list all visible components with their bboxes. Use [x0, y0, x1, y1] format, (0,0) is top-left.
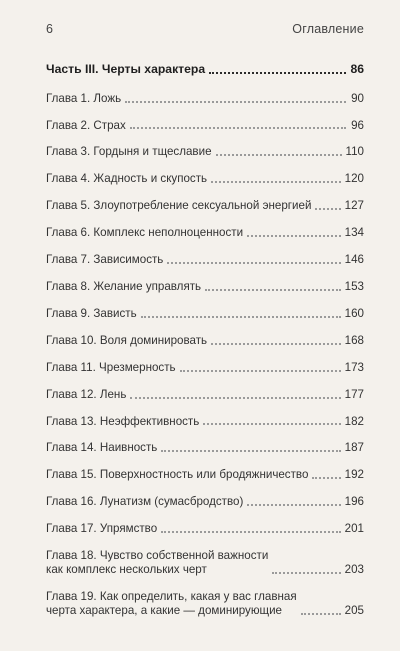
toc-entry — [46, 388, 364, 402]
chapter-page: 173 — [344, 360, 364, 374]
chapter-page: 127 — [344, 199, 364, 213]
dot-leader — [125, 100, 346, 103]
chapter-title: Глава 15. Поверхностность или бродяжничество — [46, 468, 309, 482]
chapter-title: Глава 3. Гордыня и тщеславие — [46, 145, 212, 159]
chapter-page: 203 — [344, 562, 364, 576]
toc-entry — [46, 307, 364, 321]
dot-leader — [247, 503, 340, 506]
dot-leader — [247, 234, 341, 237]
toc-entry — [46, 199, 364, 213]
chapter-title: Глава 13. Неэффективность — [46, 414, 200, 428]
toc-entry — [46, 119, 364, 133]
running-head — [46, 22, 364, 36]
dot-leader — [205, 288, 341, 291]
toc-entry — [46, 415, 364, 429]
toc-entry — [46, 522, 364, 536]
dot-leader — [209, 71, 346, 74]
toc-entry — [46, 226, 364, 240]
toc-entry — [46, 172, 364, 186]
chapter-title — [46, 590, 297, 618]
section-title: Оглавление — [292, 22, 364, 36]
toc-entry — [46, 334, 364, 348]
chapter-title: Глава 16. Лунатизм (сумасбродство) — [46, 495, 244, 509]
chapter-title: Глава 10. Воля доминировать — [46, 333, 208, 347]
chapter-title: Глава 1. Ложь — [46, 91, 122, 105]
chapter-page: 120 — [344, 172, 364, 186]
dot-leader — [130, 126, 346, 129]
toc-entry — [46, 495, 364, 509]
toc-entry — [46, 92, 364, 106]
chapter-title: Глава 8. Желание управлять — [46, 279, 202, 293]
chapter-title: Глава 9. Зависть — [46, 306, 137, 320]
chapter-page: 187 — [344, 441, 364, 455]
dot-leader — [203, 422, 340, 425]
dot-leader — [161, 449, 340, 452]
chapter-title: Глава 6. Комплекс неполноценности — [46, 226, 244, 240]
chapter-title: Глава 11. Чрезмерность — [46, 360, 176, 374]
chapter-title: Глава 14. Наивность — [46, 441, 158, 455]
dot-leader — [141, 315, 341, 318]
toc-entry — [46, 441, 364, 455]
dot-leader — [301, 612, 341, 615]
part-title: Часть III. Черты характера — [46, 62, 206, 76]
dot-leader — [130, 396, 340, 399]
chapter-title-line: Глава 18. Чувство собственной важности — [46, 549, 269, 563]
dot-leader — [272, 571, 340, 574]
page-number: 6 — [46, 22, 54, 36]
toc-entry — [46, 253, 364, 267]
chapter-page: 205 — [344, 603, 364, 617]
toc-entry-multiline — [46, 590, 364, 618]
dot-leader — [180, 369, 341, 372]
toc-entry-multiline — [46, 549, 364, 577]
dot-leader — [167, 261, 340, 264]
chapter-page: 90 — [351, 91, 364, 105]
chapter-page: 201 — [344, 522, 364, 536]
chapter-page: 146 — [344, 253, 364, 267]
chapter-title: Глава 4. Жадность и скупость — [46, 172, 208, 186]
dot-leader — [211, 342, 341, 345]
dot-leader — [216, 153, 342, 156]
chapter-title-line: как комплекс нескольких черт — [46, 562, 207, 576]
chapter-title — [46, 549, 268, 577]
toc-entry — [46, 280, 364, 294]
table-of-contents — [46, 62, 364, 631]
toc-part-entry — [46, 62, 364, 77]
chapter-title: Глава 5. Злоупотребление сексуальной энергией — [46, 199, 312, 213]
chapter-page: 177 — [344, 387, 364, 401]
chapter-title-line: черта характера, а какие — доминирующие — [46, 603, 282, 617]
chapter-title: Глава 7. Зависимость — [46, 253, 164, 267]
toc-entry — [46, 361, 364, 375]
chapter-page: 153 — [344, 279, 364, 293]
toc-entry — [46, 468, 364, 482]
dot-leader — [161, 530, 341, 533]
chapter-page: 182 — [344, 414, 364, 428]
chapter-page: 168 — [344, 333, 364, 347]
chapter-page: 160 — [344, 306, 364, 320]
toc-entry — [46, 145, 364, 159]
chapter-page: 96 — [351, 118, 364, 132]
chapter-page: 110 — [345, 145, 364, 159]
chapter-title: Глава 12. Лень — [46, 387, 127, 401]
chapter-title: Глава 17. Упрямство — [46, 522, 158, 536]
dot-leader — [312, 476, 340, 479]
dot-leader — [315, 207, 340, 210]
chapter-page: 196 — [344, 495, 364, 509]
chapter-title-line: Глава 19. Как определить, какая у вас главная — [46, 589, 297, 603]
part-page: 86 — [350, 62, 364, 76]
chapter-title: Глава 2. Страх — [46, 118, 126, 132]
dot-leader — [211, 180, 341, 183]
chapter-page: 192 — [344, 468, 364, 482]
chapter-page: 134 — [344, 226, 364, 240]
